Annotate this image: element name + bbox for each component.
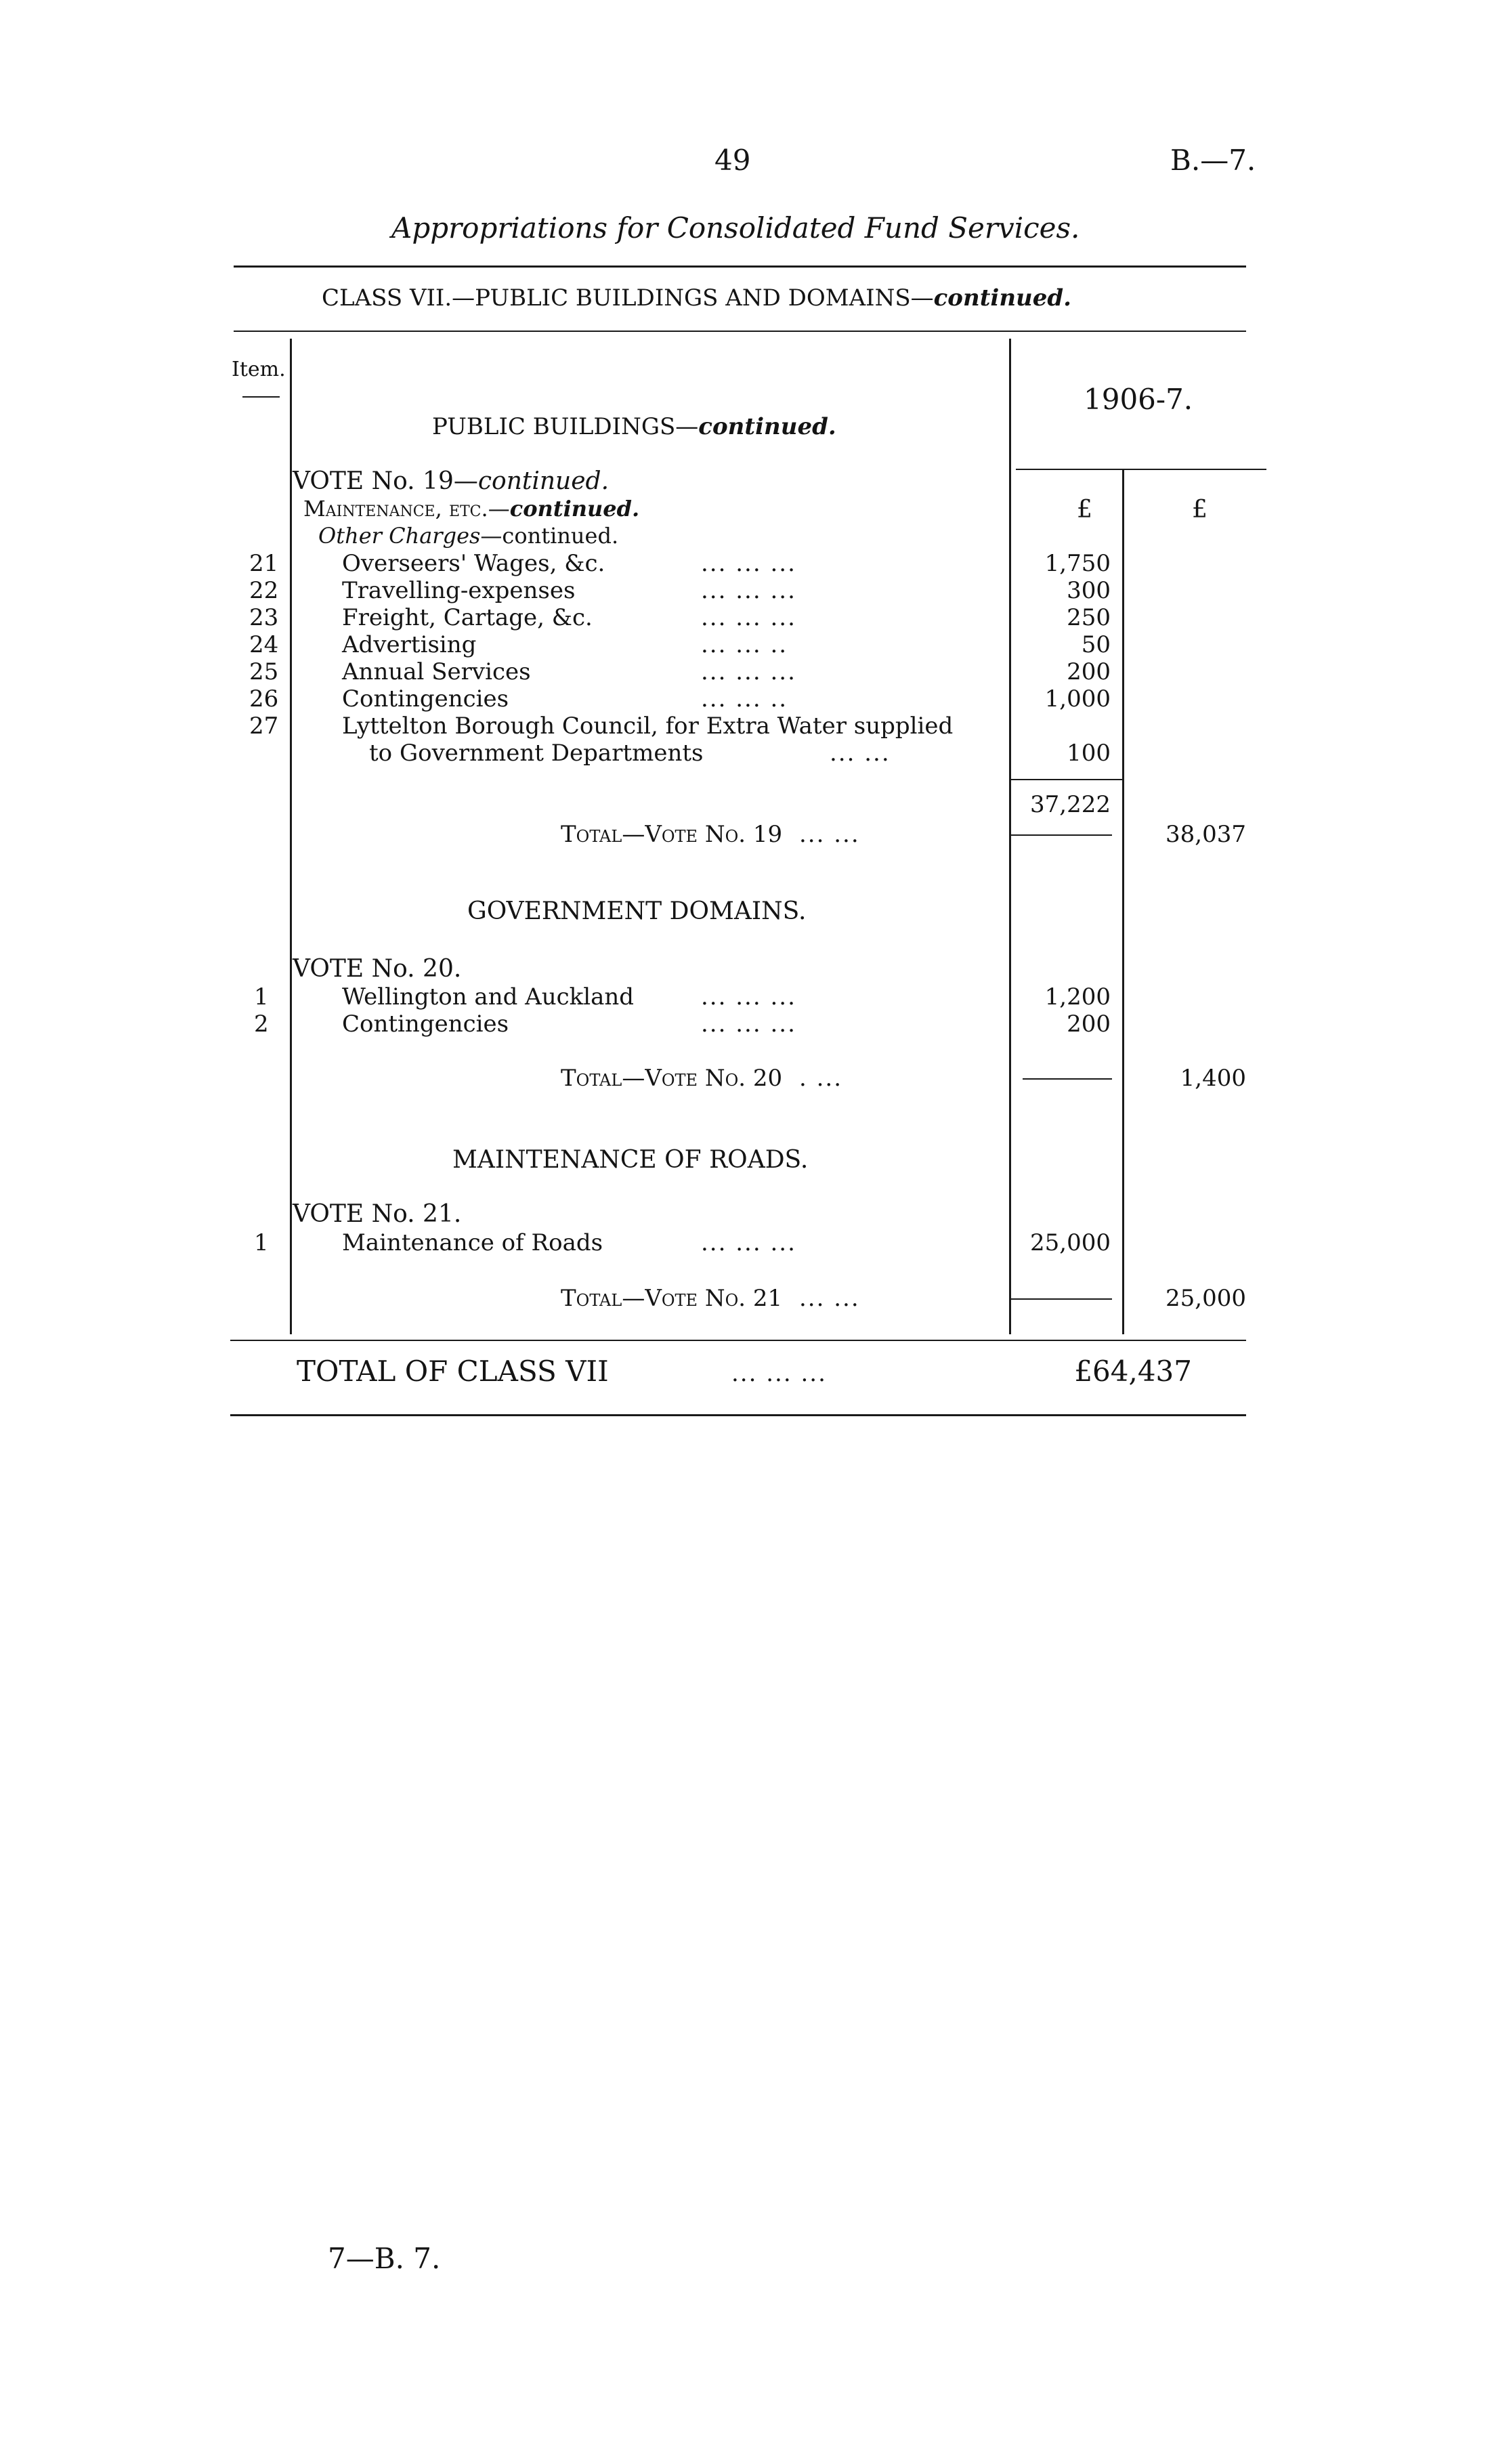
vote-19-suffix: continued. xyxy=(477,467,610,495)
item-amount: 50 xyxy=(1081,631,1111,658)
vote-total-label xyxy=(561,1285,860,1312)
vote-21-label: VOTE No. 21. xyxy=(293,1200,462,1228)
leader-dots: ... ... ... xyxy=(701,1011,796,1038)
vote-19-label xyxy=(293,467,609,495)
subtotal-amount: 37,222 xyxy=(1030,791,1111,818)
leader-dots: ... ... xyxy=(799,821,860,848)
document-code: B.—7. xyxy=(1170,144,1256,177)
leader-dots: ... ... ... xyxy=(701,658,796,685)
currency-symbol-1: £ xyxy=(1077,496,1092,524)
item-number: 22 xyxy=(249,577,279,604)
currency-symbol-2: £ xyxy=(1192,496,1208,524)
item-number: 26 xyxy=(249,685,279,713)
rule-year-header xyxy=(1016,469,1266,470)
item-amount: 1,000 xyxy=(1044,685,1111,713)
column-divider-total xyxy=(1122,470,1124,1334)
section-heading-maintenance-of-roads: MAINTENANCE OF ROADS. xyxy=(452,1146,809,1174)
class-title-suffix: continued. xyxy=(933,284,1072,312)
item-description: Contingencies xyxy=(342,1011,509,1038)
page-number: 49 xyxy=(714,144,751,177)
leader-dots: ... ... ... xyxy=(701,550,796,577)
item-header-underline xyxy=(242,396,280,398)
vote-20-label: VOTE No. 20. xyxy=(293,955,462,983)
class-title-main: CLASS VII.—PUBLIC BUILDINGS AND DOMAINS— xyxy=(322,284,934,312)
item-description: Annual Services xyxy=(342,658,531,685)
item-number: 1 xyxy=(254,983,269,1011)
column-divider-amount xyxy=(1009,339,1011,1334)
printer-signature: 7—B. 7. xyxy=(328,2242,441,2275)
item-description: Wellington and Auckland xyxy=(342,983,635,1011)
leader-dots: ... ... ... xyxy=(701,604,796,631)
vote-total-label xyxy=(561,1065,842,1092)
item-number: 27 xyxy=(249,713,279,740)
leader-dots: ... ... xyxy=(830,740,891,767)
item-description: Overseers' Wages, &c. xyxy=(342,550,605,577)
vote-total-amount: 1,400 xyxy=(1180,1065,1246,1092)
rule-grand-total-bottom xyxy=(230,1414,1246,1416)
section-heading-public-buildings xyxy=(432,413,836,440)
item-number: 23 xyxy=(249,604,279,631)
item-number: 1 xyxy=(254,1229,269,1256)
section-heading-government-domains: GOVERNMENT DOMAINS. xyxy=(467,897,807,925)
subheading-maintenance-suffix: continued. xyxy=(509,496,640,522)
vote-19-main: VOTE No. 19— xyxy=(293,467,478,495)
leader-dots: ... ... ... xyxy=(701,983,796,1011)
leader-dots: ... ... .. xyxy=(701,685,788,713)
grand-total-value: £64,437 xyxy=(1074,1355,1192,1388)
total-dash xyxy=(1023,1078,1112,1080)
section-heading-suffix: continued. xyxy=(698,413,836,440)
vote-total-text: Total—Vote No. 20 xyxy=(561,1065,783,1092)
item-number: 25 xyxy=(249,658,279,685)
total-dash xyxy=(1010,1298,1112,1300)
subheading-other-charges xyxy=(318,523,618,549)
subheading-maintenance-main: Maintenance, etc.— xyxy=(303,496,510,522)
item-description-continued: to Government Departments xyxy=(369,740,704,767)
vote-total-text: Total—Vote No. 21 xyxy=(561,1285,783,1312)
item-amount: 1,200 xyxy=(1044,983,1111,1011)
document-subtitle: Appropriations for Consolidated Fund Services. xyxy=(391,211,1080,245)
item-amount: 200 xyxy=(1067,658,1111,685)
column-divider-item xyxy=(290,339,292,1334)
rule-grand-total-top xyxy=(230,1340,1246,1341)
item-amount: 25,000 xyxy=(1030,1229,1111,1256)
class-title xyxy=(322,284,1071,312)
item-amount: 250 xyxy=(1067,604,1111,631)
item-description: Travelling-expenses xyxy=(342,577,576,604)
section-heading-main: PUBLIC BUILDINGS— xyxy=(432,413,699,440)
item-number: 24 xyxy=(249,631,279,658)
item-amount: 300 xyxy=(1067,577,1111,604)
leader-dots: ... ... ... xyxy=(701,577,796,604)
item-description: Lyttelton Borough Council, for Extra Water supplied xyxy=(342,713,954,740)
leader-dots: ... ... ... xyxy=(701,1229,796,1256)
subheading-maintenance xyxy=(303,496,639,522)
grand-total-label: TOTAL OF CLASS VII xyxy=(297,1355,609,1388)
item-number: 2 xyxy=(254,1011,269,1038)
item-description: Contingencies xyxy=(342,685,509,713)
leader-dots: ... ... .. xyxy=(701,631,788,658)
leader-dots: . ... xyxy=(799,1065,843,1092)
item-amount: 100 xyxy=(1067,740,1111,767)
item-description: Maintenance of Roads xyxy=(342,1229,603,1256)
subheading-other-charges-suffix: —continued. xyxy=(480,523,619,549)
rule-table-top xyxy=(234,331,1246,332)
item-amount: 1,750 xyxy=(1044,550,1111,577)
item-amount: 200 xyxy=(1067,1011,1111,1038)
item-description: Freight, Cartage, &c. xyxy=(342,604,593,631)
item-description: Advertising xyxy=(342,631,477,658)
vote-total-amount: 38,037 xyxy=(1166,821,1246,848)
leader-dots: ... ... ... xyxy=(731,1360,827,1387)
leader-dots: ... ... xyxy=(799,1285,860,1312)
subtotal-rule xyxy=(1010,779,1122,780)
year-column-header: 1906-7. xyxy=(1084,383,1193,416)
vote-total-amount: 25,000 xyxy=(1166,1285,1246,1312)
item-number: 21 xyxy=(249,550,279,577)
rule-top xyxy=(234,265,1246,268)
item-column-header: Item. xyxy=(232,358,286,381)
total-dash xyxy=(1010,834,1112,836)
vote-total-text: Total—Vote No. 19 xyxy=(561,821,783,848)
subheading-other-charges-main: Other Charges xyxy=(318,523,481,549)
vote-total-label xyxy=(561,821,860,848)
